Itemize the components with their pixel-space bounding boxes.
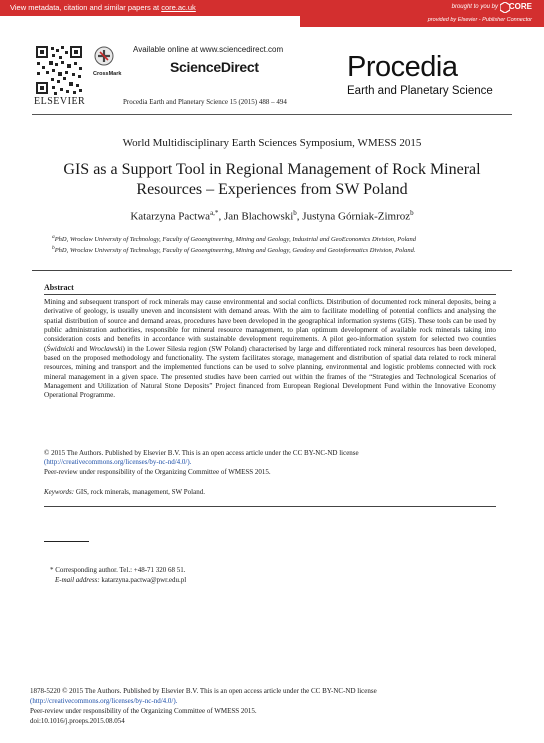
bottom-license-link[interactable]: (http://creativecommons.org/licenses/by-nc-nd/4.0/).	[30, 697, 178, 705]
metadata-prefix: View metadata, citation and similar papers at	[10, 3, 162, 12]
author-separator: ,	[218, 210, 224, 223]
available-online-text: Available online at www.sciencedirect.com	[133, 45, 284, 54]
email-address[interactable]: katarzyna.pactwa@pwr.edu.pl	[101, 576, 187, 584]
brought-to-you-label: brought to you by	[451, 4, 498, 10]
email-line	[50, 575, 186, 585]
abstract-conjunction: and	[74, 344, 90, 353]
procedia-subtitle: Earth and Planetary Science	[347, 85, 493, 97]
author-list	[0, 209, 544, 223]
author-separator: ,	[296, 210, 303, 223]
affiliation-b	[52, 244, 492, 255]
bottom-notice	[30, 686, 510, 726]
crossmark-label: CrossMark	[93, 71, 122, 77]
email-label: E-mail address:	[55, 576, 100, 584]
author-name: Justyna Górniak-Zimroz	[302, 210, 411, 223]
abstract-part-2: ) in the Lower Silesia region (SW Poland) characterised by large and differentiated rock mineral resources has been developed, based on the proposed methodology and functionality. The system facilitates storage, management and distribution of spatial data related to rock mineral resources, mining and transport and the implemented functions can be used to solve planning, environmental and logistic problems connected with rock mineral management in a given space. The presented studies have been carried out within the frames of the “Strategies and Technological Scenarios of Management and Utilization of Natural Stone Deposits” Project financed from European Regional Development Fund within the Innovative Economy Operational Programme.	[44, 344, 496, 400]
author-name: Katarzyna Pactwa	[130, 210, 211, 223]
keywords-line	[44, 488, 496, 496]
keywords-list: GIS, rock minerals, management, SW Poland.	[75, 488, 205, 496]
abstract-divider	[44, 294, 496, 295]
affiliation-a	[52, 233, 492, 244]
footnote-divider	[44, 541, 89, 542]
affiliation-text: PhD, Wroclaw University of Technology, Faculty of Geoengineering, Mining and Geology, Industrial and GeoEconomics Division, Poland	[54, 236, 417, 244]
corresponding-author: * Corresponding author. Tel.: +48-71 320 68 51.	[50, 566, 186, 574]
metadata-link[interactable]	[10, 3, 196, 12]
author-name: Jan Blachowski	[223, 210, 294, 223]
license-link[interactable]: (http://creativecommons.org/licenses/by-nc-nd/4.0/).	[44, 458, 192, 467]
affiliations	[52, 233, 492, 255]
article-title: GIS as a Support Tool in Regional Management of Rock Mineral Resources – Experiences from SW Poland	[63, 161, 481, 198]
peer-review-line: Peer-review under responsibility of the Organizing Committee of WMESS 2015.	[44, 467, 271, 476]
doi-line[interactable]: doi:10.1016/j.proeps.2015.08.054	[30, 717, 125, 725]
sciencedirect-logo: ScienceDirect	[170, 59, 259, 75]
symposium-name: World Multidisciplinary Earth Sciences Symposium, WMESS 2015	[122, 137, 422, 149]
copyright-block	[44, 449, 496, 477]
procedia-logo: Procedia	[347, 51, 458, 83]
author-affil-mark: a,*	[210, 209, 219, 217]
affiliation-divider	[32, 270, 512, 271]
abstract-part-1: Mining and subsequent transport of rock minerals may cause environmental and social conflicts. Distribution of documented rock mineral deposits, being a derivative of geology, is usually uneven and inconsistent with demand areas. With the aim to facilitate modelling of potential conflicts and analysing the spatial distribution of source and demand areas, procedures have been developed in the geographical information systems (GIS). These tools can be used by public administration authorities, responsible for mineral resource management, to plan optimum development of available rock minerals taking into consideration costs and benefits in accordance with sustainable development requirements. A pilot geo-information system for selected two counties (	[44, 298, 496, 353]
core-ac-uk-link[interactable]: core.ac.uk	[161, 3, 196, 12]
header-divider	[32, 114, 512, 115]
copyright-line: © 2015 The Authors. Published by Elsevier B.V. This is an open access article under the CC BY-NC-ND license	[44, 449, 359, 457]
corresponding-footnote	[50, 565, 186, 585]
affiliation-text: PhD, Wroclaw University of Technology, Faculty of Geoengineering, Mining and Geology, Geodesy and Geoinformatics Division, Poland.	[54, 247, 416, 255]
crossmark-icon[interactable]	[94, 46, 114, 68]
issn-line: 1878-5220 © 2015 The Authors. Published by Elsevier B.V. This is an open access article under the CC BY-NC-ND license	[30, 687, 377, 695]
bottom-peer-review: Peer-review under responsibility of the Organizing Committee of WMESS 2015.	[30, 707, 257, 715]
journal-reference: Procedia Earth and Planetary Science 15 (2015) 488 – 494	[123, 98, 287, 106]
keywords-label: Keywords:	[44, 488, 75, 496]
affiliation-mark: b	[52, 245, 55, 252]
elsevier-label: ELSEVIER	[34, 96, 86, 107]
author-affil-mark: b	[410, 209, 414, 217]
county-name: Wroclawski	[89, 344, 123, 353]
author-affil-mark: b	[293, 209, 297, 217]
keywords-divider	[44, 506, 496, 507]
abstract-heading: Abstract	[44, 283, 74, 292]
core-logo-text[interactable]: CORE	[508, 2, 532, 11]
elsevier-tree-logo-icon	[34, 44, 84, 98]
abstract-text	[44, 298, 496, 401]
county-name: Świdnicki	[46, 344, 75, 353]
affiliation-mark: a	[52, 234, 55, 240]
provided-by-label[interactable]: provided by Elsevier - Publisher Connector	[427, 17, 532, 23]
